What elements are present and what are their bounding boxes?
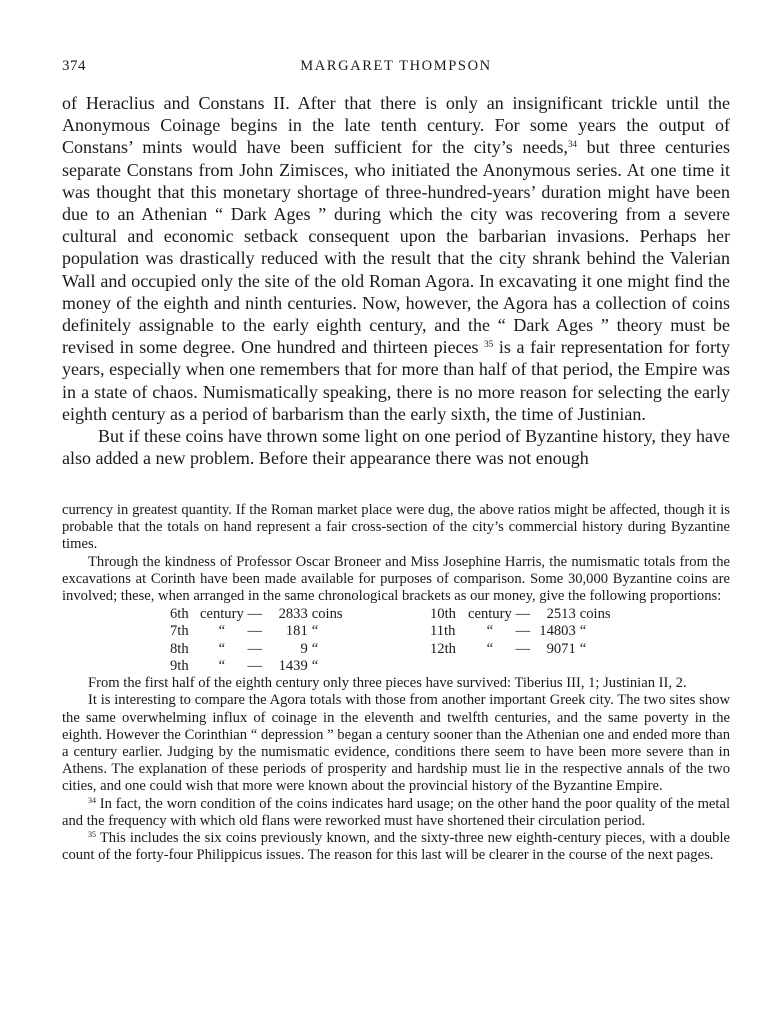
footnote-number: 35 — [88, 830, 96, 840]
footnote-continuation: currency in greatest quantity. If the Roman market place were dug, the above ratios might be affected, though it is probable that the totals on hand represent a fair cross-section of the city’s commercial history during Byzantine times. — [62, 502, 730, 553]
footnotes — [62, 502, 730, 864]
corinth-ratios — [62, 606, 730, 675]
paragraph-2: But if these coins have thrown some light on one period of Byzantine history, they have also added a new problem. Before their appearance there was not enough — [62, 426, 730, 469]
ratios-table-right — [430, 606, 620, 658]
ratio-row: 11th “ — 14803 “ — [430, 623, 587, 640]
ratio-row: 12th “ — 9071 “ — [430, 640, 587, 657]
ratio-row: 10th century — 2513 coins — [430, 606, 611, 623]
ratio-row: 9th “ — 1439 “ — [170, 657, 319, 674]
main-text — [62, 92, 730, 469]
footnote-ref-34: 34 — [567, 139, 577, 150]
page-header — [62, 58, 730, 80]
comparison-note: It is interesting to compare the Agora totals with those from another important Greek city. The two sites show the same overwhelming influx of coinage in the eleventh and twelfth centuries, and the same poverty in the eighth. However the Corinthian “ depression ” began a century sooner than the Athenian one and ended more than a century earlier. Judging by the numismatic evidence, conditions there seem to have been more severe than in Athens. The explanation of these periods of prosperity and hardship must lie in the respective annals of the two cities, and one could wish that more were known about the provincial history of the Byzantine Empire. — [62, 692, 730, 795]
footnote-34: $^{34}$ In fact, the worn condition of the coins indicates hard usage; on the other hand the poor quality of the metal and the frequency with which old flans were reworked must have shortened their circulation period. — [62, 795, 730, 829]
footnote-35: $^{35}$ This includes the six coins previously known, and the sixty-three new eighth-century pieces, with a double count of the forty-four Philippicus issues. The reason for this last will be clearer in the course of the next pages. — [62, 830, 730, 864]
ratio-row: 8th “ — 9 “ — [170, 640, 319, 657]
surviving-pieces-note: From the first half of the eighth century only three pieces have survived: Tiberius III, 1; Justinian II, 2. — [88, 675, 687, 692]
ratios-table-left — [170, 606, 352, 675]
footnote-ref-35: 35 — [484, 339, 494, 350]
footnote-number: 34 — [88, 795, 96, 805]
paragraph-1: of Heraclius and Constans II. After that there is only an insignificant trickle until the Anonymous Coinage begins in the late tenth century. For some years the output of Constans’ mints would have been sufficient for the city’s needs,$^{34}$ but three centuries separate Constans from John Zimisces, who initiated the Anonymous series. At one time it was thought that this monetary shortage of three-hundred-years’ duration might have been due to an Athenian “ Dark Ages ” during which the city was recovering from a severe cultural and economic setback consequent upon the barbarian invasions. Perhaps her population was drastically reduced with the result that the city shrank behind the Valerian Wall and occupied only the site of the old Roman Agora. In excavating it one might find the money of the eighth and ninth centuries. Now, however, the Agora has a collection of coins definitely assignable to the early eighth century, and the “ Dark Ages ” theory must be revised in some degree. One hundred and thirteen pieces $^{35}$ is a fair representation for forty years, especially when one remembers that for more than half of that period, the Empire was in a state of chaos. Numismatically speaking, there is no more reason for selecting the early eighth century as a period of barbarism than the early sixth, the time of Justinian. — [62, 93, 730, 424]
page-number: 374 — [62, 58, 86, 74]
running-head: MARGARET THOMPSON — [300, 58, 492, 74]
ratio-row: 6th century — 2833 coins — [170, 606, 343, 623]
corinth-intro: Through the kindness of Professor Oscar Broneer and Miss Josephine Harris, the numismatic totals from the excavations at Corinth have been made available for purposes of comparison. Some 30,000 Byzantine coins are involved; these, when arranged in the same chronological brackets as our money, give the following proportions: — [62, 553, 730, 605]
ratio-row: 7th “ — 181 “ — [170, 623, 319, 640]
